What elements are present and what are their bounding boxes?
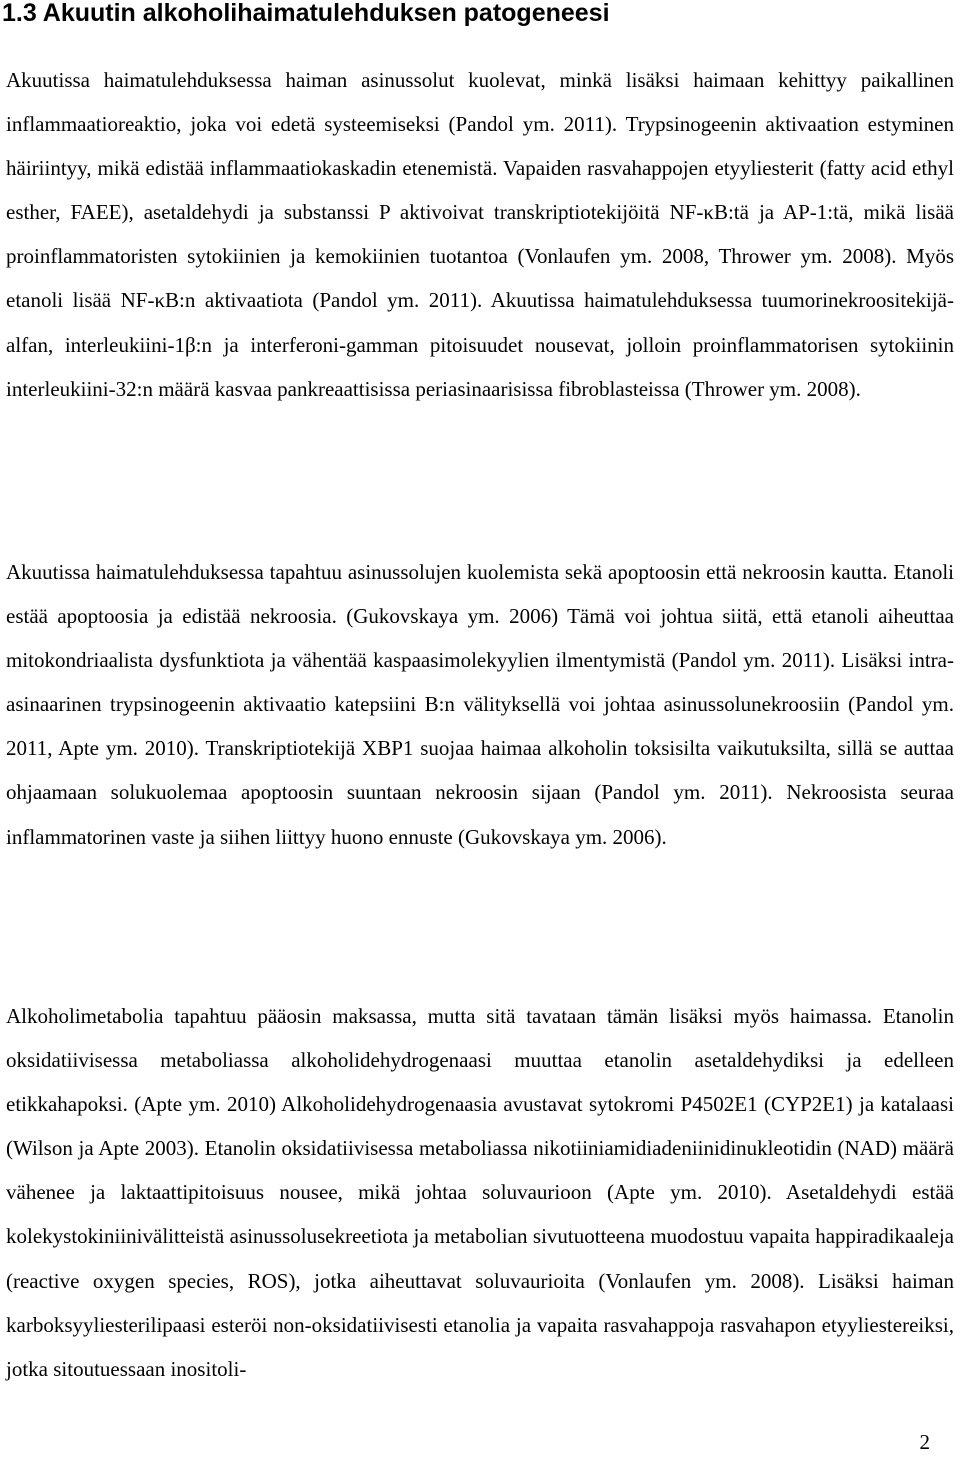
paragraph-alcohol-metabolism: Alkoholimetabolia tapahtuu pääosin maksassa, mutta sitä tavataan tämän lisäksi myös haimassa. Etanolin oksidatiivisessa metaboliassa alkoholidehydrogenaasi muuttaa etanolin asetaldehydiksi ja edelleen etikkahapoksi. (Apte ym. 2010) Alkoholidehydrogenaasia avustavat sytokromi P4502E1 (CYP2E1) ja katalaasi (Wilson ja Apte 2003). Etanolin oksidatiivisessa metaboliassa nikotiiniamidiadeniinidinukleotidin (NAD) määrä vähenee ja laktaattipitoisuus nousee, mikä johtaa soluvaurioon (Apte ym. 2010). Asetaldehydi estää kolekystokiniinivälitteistä asinussolusekreetiota ja metabolian sivutuotteena muodostuu vapaita happiradikaaleja (reactive oxygen species, ROS), jotka aiheuttavat soluvaurioita (Vonlaufen ym. 2008). Lisäksi haiman karboksyyliesterilipaasi esteröi non-oksidatiivisesti etanolia ja vapaita rasvahappoja rasvahapon etyyliestereiksi, jotka sitoutuessaan inositoli- xyxy=(6,1004,954,1381)
section-heading: 1.3 Akuutin alkoholihaimatulehduksen patogeneesi xyxy=(2,0,610,27)
paragraph-cell-death: Akuutissa haimatulehduksessa tapahtuu asinussolujen kuolemista sekä apoptoosin että nekroosin kautta. Etanoli estää apoptoosia ja edistää nekroosia. (Gukovskaya ym. 2006) Tämä voi johtua siitä, että etanoli aiheuttaa mitokondriaalista dysfunktiota ja vähentää kaspaasimolekyylien ilmentymistä (Pandol ym. 2011). Lisäksi intra-asinaarinen trypsinogeenin aktivaatio katepsiini B:n välityksellä voi johtaa asinussolunekroosiin (Pandol ym. 2011, Apte ym. 2010). Transkriptiotekijä XBP1 suojaa haimaa alkoholin toksisilta vaikutuksilta, sillä se auttaa ohjaamaan solukuolemaa apoptoosin suuntaan nekroosin sijaan (Pandol ym. 2011). Nekroosista seuraa inflammatorinen vaste ja siihen liittyy huono ennuste (Gukovskaya ym. 2006). xyxy=(6,560,954,849)
page-number: 2 xyxy=(919,1430,930,1454)
paragraph-pathogenesis: Akuutissa haimatulehduksessa haiman asinussolut kuolevat, minkä lisäksi haimaan kehittyy paikallinen inflammaatioreaktio, joka voi edetä systeemiseksi (Pandol ym. 2011). Trypsinogeenin aktivaation estyminen häiriintyy, mikä edistää inflammaatiokaskadin etenemistä. Vapaiden rasvahappojen etyyliesterit (fatty acid ethyl esther, FAEE), asetaldehydi ja substanssi P aktivoivat transkriptiotekijöitä NF-κB:tä ja AP-1:tä, mikä lisää proinflammatoristen sytokiinien ja kemokiinien tuotantoa (Vonlaufen ym. 2008, Thrower ym. 2008). Myös etanoli lisää NF-κB:n aktivaatiota (Pandol ym. 2011). Akuutissa haimatulehduksessa tuumorinekroositekijä-alfan, interleukiini-1β:n ja interferoni-gamman pitoisuudet nousevat, jolloin proinflammatorisen sytokiinin interleukiini-32:n määrä kasvaa pankreaattisissa periasinaarisissa fibroblasteissa (Thrower ym. 2008). xyxy=(6,68,954,401)
